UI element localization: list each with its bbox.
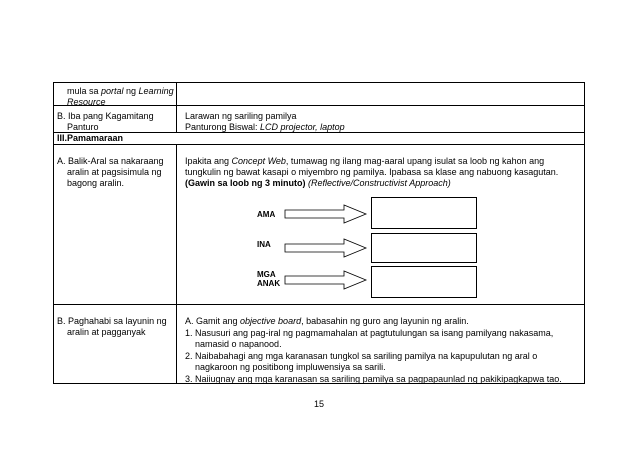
row4-text-bold: (Gawin sa loob ng 3 minuto) xyxy=(185,178,308,188)
section-heading: III.Pamamaraan xyxy=(57,133,124,143)
objective-item: 3. Naiiugnay ang mga karanasan sa sariling pamilya sa pagpapaunlad ng pakikipagkapwa tao. xyxy=(185,373,562,384)
row2-left-label: B. Iba pang Kagamitang xyxy=(57,111,154,121)
diagram-label-mga: MGA xyxy=(257,270,276,279)
objective-item: 1. Nasusuri ang pag-iral ng pagmamahalan at pagtutulungan sa isang pamilyang nakasama, xyxy=(185,327,554,338)
row5-text: , babasahin ng guro ang layunin ng aralin. xyxy=(301,316,469,326)
answer-box xyxy=(371,233,477,263)
row4-text-em: Concept Web xyxy=(231,156,286,166)
row5-left-cell xyxy=(57,316,175,338)
row4-text: , tumawag ng ilang mag-aaral upang isulat sa loob ng kahon ang xyxy=(285,156,545,166)
row1-text-em: Resource xyxy=(67,97,106,107)
diagram-label-anak: ANAK xyxy=(257,279,281,288)
row2-right-text-em: LCD projector, laptop xyxy=(260,122,345,132)
row1-text: mula sa xyxy=(67,86,102,96)
row5-text: A. Gamit ang xyxy=(185,316,241,326)
row5-right-cell xyxy=(185,316,583,385)
page-number: 15 xyxy=(313,399,324,409)
row4-text: tungkulin ng bawat kasapi o miyembro ng pamilya. Ipabasa sa klase ang nabuong kasagutan. xyxy=(185,167,559,177)
row1-text-em: Learning xyxy=(138,86,174,96)
arrow-right-icon xyxy=(285,205,366,223)
row5-left-label: aralin at pagganyak xyxy=(67,327,146,337)
answer-box xyxy=(371,197,477,229)
objective-item: 2. Naibabahagi ang mga karanasan tungkol sa sariling pamilya na kapupulutan ng aral o xyxy=(185,350,538,361)
row1-text: ng xyxy=(123,86,139,96)
objective-item: nagkaroon ng positibong impluwensiya sa sarili. xyxy=(195,362,386,372)
row4-left-label: bagong aralin. xyxy=(67,178,125,188)
arrow-right-icon xyxy=(285,271,366,289)
objective-item: namasid o napanood. xyxy=(195,339,282,349)
row2-left-label: Panturo xyxy=(67,122,99,132)
row4-text: Ipakita ang xyxy=(185,156,232,166)
row5-left-label: B. Paghahabi sa layunin ng xyxy=(57,316,167,326)
diagram-label-ama: AMA xyxy=(257,210,276,219)
row5-text-em: objective board xyxy=(240,316,302,326)
diagram-label-ina: INA xyxy=(257,240,271,249)
row2-right-text: Larawan ng sariling pamilya xyxy=(185,111,297,121)
arrow-right-icon xyxy=(285,239,366,257)
row2-right-text: Panturong Biswal: xyxy=(185,122,261,132)
lesson-plan-table xyxy=(53,82,585,384)
answer-box xyxy=(371,266,477,298)
row4-text-em: (Reflective/Constructivist Approach) xyxy=(308,178,451,188)
row1-text-em: portal xyxy=(101,86,124,96)
row4-left-label: A. Balik-Aral sa nakaraang xyxy=(57,156,164,166)
row4-left-label: aralin at pagsisimula ng xyxy=(67,167,162,177)
